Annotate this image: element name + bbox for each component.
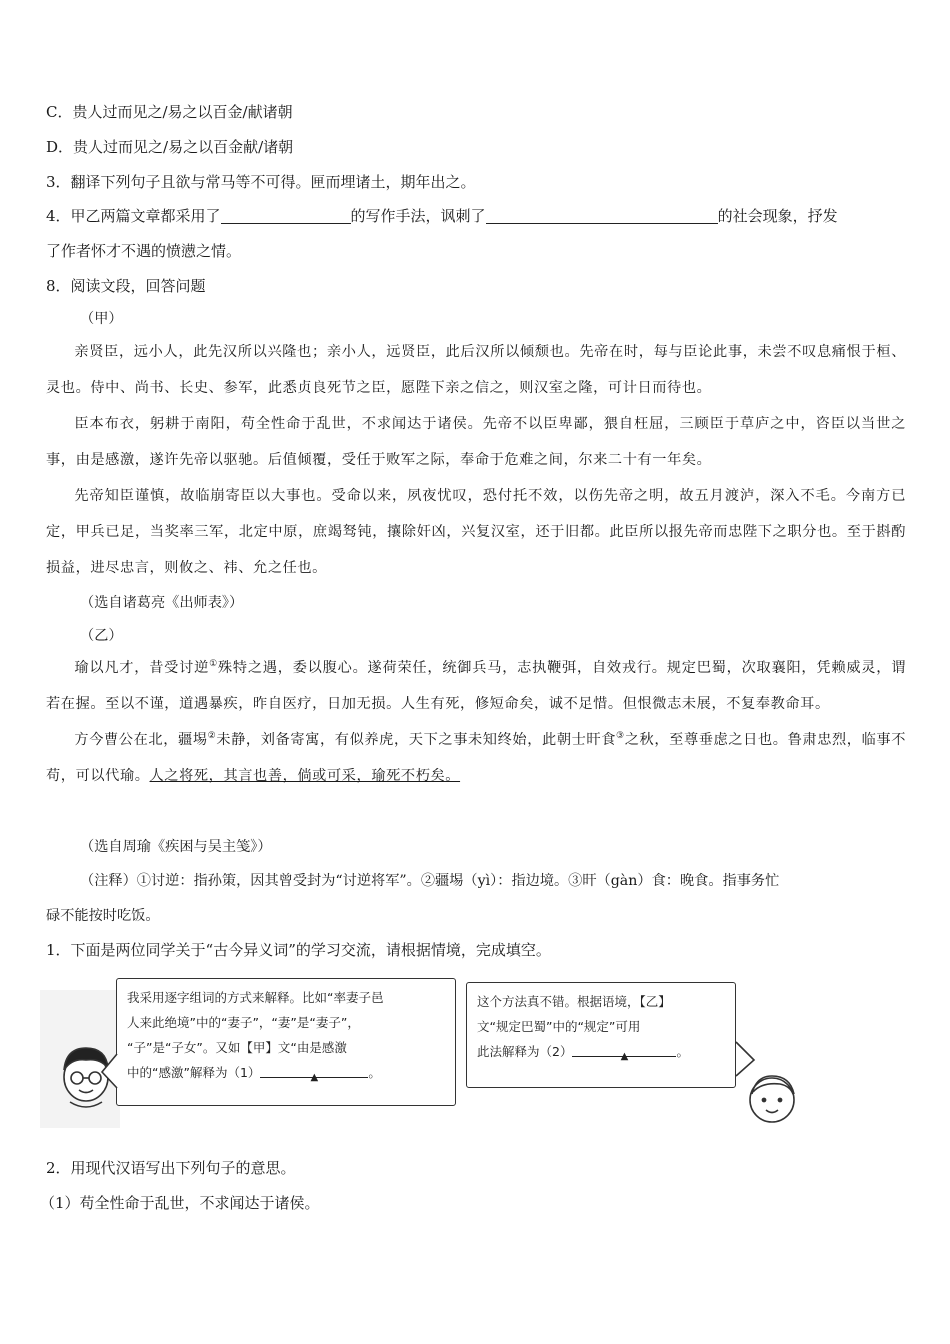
annotation-continued: 碌不能按时吃饭。: [46, 908, 160, 924]
footnote-mark: ③: [616, 731, 625, 741]
text-run: 之秋，至尊垂虑之日也。鲁肃忠烈，临事不苟，可以代瑜。: [46, 732, 906, 784]
question-4-text-c: 的社会现象，抒发: [717, 207, 838, 225]
question-4-continued: 了作者怀才不遇的愤懑之情。: [46, 242, 242, 260]
answer-blank-2[interactable]: [486, 207, 718, 224]
bubble-line: [127, 1060, 445, 1085]
answer-blank-1[interactable]: [221, 207, 351, 224]
option-c: C．贵人过而见之/易之以百金/献诸朝: [46, 103, 293, 121]
passage-yi-paragraph-1: [46, 650, 906, 722]
text-run: 方今曹公在北，疆埸: [74, 732, 208, 748]
option-d: D．贵人过而见之/易之以百金献/诸朝: [46, 138, 294, 156]
question-4-text-a: 4．甲乙两篇文章都采用了: [46, 207, 221, 225]
bubble-text: 。: [368, 1065, 381, 1080]
bubble-line: 人来此绝境”中的“妻子”，“妻”是“妻子”，: [127, 1015, 360, 1030]
bubble-line: 文“规定巴蜀”中的“规定”可用: [477, 1019, 641, 1034]
source-yi: （选自周瑜《疾困与吴主笺》）: [80, 839, 272, 855]
bubble-text: 。: [676, 1044, 689, 1059]
answer-blank-bubble-1[interactable]: [260, 1063, 368, 1083]
passage-jia-paragraph: 亲贤臣，远小人，此先汉所以兴隆也；亲小人，远贤臣，此后汉所以倾颓也。先帝在时，每与臣论此事，未尝不叹息痛恨于桓、灵也。侍中、尚书、长史、参军，此悉贞良死节之臣，愿陛下亲之信之，则汉室之隆，可计日而待也。: [46, 344, 906, 396]
source-jia: （选自诸葛亮《出师表》）: [80, 595, 244, 611]
answer-blank-bubble-2[interactable]: [572, 1042, 676, 1062]
triangle-icon: ▲: [620, 1051, 629, 1062]
bubble-tail-right: [734, 1040, 758, 1080]
speech-bubble-left: [116, 978, 456, 1106]
question-4: [46, 206, 838, 226]
text-run: 未静，刘备寄寓，有似养虎，天下之事未知终始，此朝士旰食: [216, 732, 617, 748]
text-run: 殊特之遇，委以腹心。遂荷荣任，统御兵马，志执鞭弭，自效戎行。规定巴蜀，次取襄阳，凭赖威灵，谓若在握。至以不谨，道遇暴疾，昨自医疗，日加无损。人生有死，修短命矣，诚不足惜。但恨微志未展，不复奉教命耳。: [46, 660, 906, 712]
bubble-text: 此法解释为（2）: [477, 1044, 573, 1059]
passage-yi-paragraph-2: [46, 722, 906, 794]
question-2: 2．用现代汉语写出下列句子的意思。: [46, 1159, 296, 1177]
footnote-mark: ②: [207, 731, 217, 741]
label-yi: （乙）: [80, 628, 123, 644]
annotation: （注释）①讨逆：指孙策，因其曾受封为“讨逆将军”。②疆埸（yì）：指边境。③旰（gàn）食：晚食。指事务忙: [80, 873, 780, 889]
passage-jia-paragraph: 先帝知臣谨慎，故临崩寄臣以大事也。受命以来，夙夜忧叹，恐付托不效，以伤先帝之明，故五月渡泸，深入不毛。今南方已定，甲兵已足，当奖率三军，北定中原，庶竭驽钝，攘除奸凶，兴复汉室，还于旧都。此臣所以报先帝而忠陛下之职分也。至于斟酌损益，进尽忠言，则攸之、祎、允之任也。: [46, 488, 906, 576]
passage-jia-paragraph: 臣本布衣，躬耕于南阳，苟全性命于乱世，不求闻达于诸侯。先帝不以臣卑鄙，猥自枉屈，三顾臣于草庐之中，咨臣以当世之事，由是感激，遂许先帝以驱驰。后值倾覆，受任于败军之际，奉命于危难之间，尔来二十有一年矣。: [46, 416, 906, 468]
triangle-icon: ▲: [310, 1072, 319, 1083]
bubble-line: [477, 1039, 725, 1064]
underlined-sentence: 人之将死，其言也善，倘或可采，瑜死不朽矣。: [149, 768, 461, 784]
bubble-tail-left: [100, 1052, 120, 1092]
question-8: 8．阅读文段，回答问题: [46, 277, 206, 295]
girl-icon: [750, 1076, 794, 1122]
passage-yi: [46, 650, 906, 794]
question-1: 1．下面是两位同学关于“古今异义词”的学习交流，请根据情境，完成填空。: [46, 941, 551, 959]
passage-jia: [46, 334, 906, 586]
bubble-text: 中的“感激”解释为（1）: [127, 1065, 261, 1080]
bubble-line: 这个方法真不错。根据语境，【乙】: [477, 994, 671, 1009]
speech-bubble-right: [466, 982, 736, 1088]
bubble-line: “子”是“子女”。又如【甲】文“由是感激: [127, 1040, 347, 1055]
dialogue-illustration: [40, 978, 920, 1138]
question-4-text-b: 的写作手法，讽刺了: [350, 207, 486, 225]
bubble-line: 我采用逐字组词的方式来解释。比如“率妻子邑: [127, 990, 384, 1005]
text-run: 瑜以凡才，昔受讨逆: [74, 660, 210, 676]
label-jia: （甲）: [80, 311, 123, 327]
footnote-mark: ①: [209, 659, 218, 669]
question-2-item-1: （1）苟全性命于乱世，不求闻达于诸侯。: [40, 1194, 320, 1212]
question-3: 3．翻译下列句子且欲与常马等不可得。匣而埋诸土，期年出之。: [46, 173, 476, 191]
